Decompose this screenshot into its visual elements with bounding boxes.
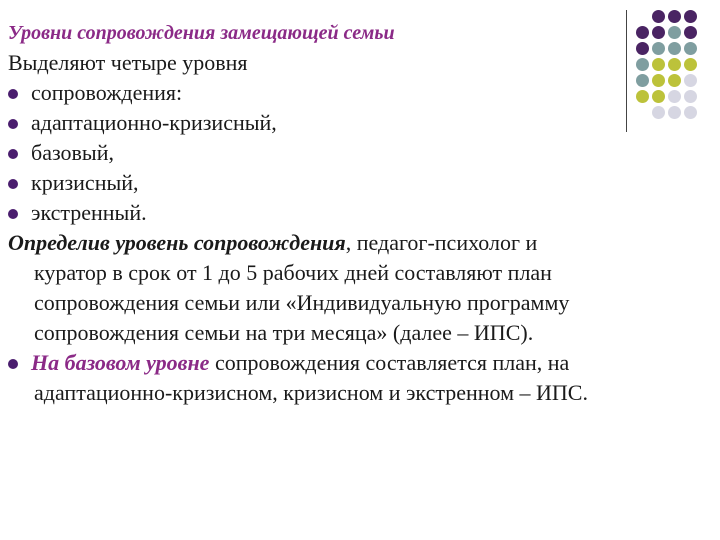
bullet-icon (8, 149, 18, 159)
bullet-icon (8, 119, 18, 129)
paragraph-lead: Определив уровень сопровождения (8, 230, 346, 255)
paragraph-first-line (8, 228, 708, 258)
slide-content (8, 18, 708, 408)
bullet-text: кризисный, (31, 170, 139, 195)
intro-text: Выделяют четыре уровня (8, 50, 248, 75)
bullet-text: сопровождения: (31, 80, 183, 105)
bullet-text: сопровождения составляется план, на (209, 350, 570, 375)
bullet-item (8, 198, 708, 228)
paragraph-line: сопровождения семьи или «Индивидуальную программу (34, 290, 570, 315)
bullet-icon (8, 179, 18, 189)
highlight-lead: На базовом уровне (31, 350, 210, 375)
bullet-text: базовый, (31, 140, 114, 165)
bullet-text: адаптационно-кризисный, (31, 110, 277, 135)
bullet-item (8, 78, 708, 108)
bullet-continuation: адаптационно-кризисном, кризисном и экстренном – ИПС. (34, 380, 588, 405)
paragraph-line: куратор в срок от 1 до 5 рабочих дней составляют план (34, 260, 552, 285)
slide-title: Уровни сопровождения замещающей семьи (8, 22, 395, 44)
bullet-icon (8, 209, 18, 219)
bullet-text: экстренный. (31, 200, 147, 225)
bullet-icon (8, 359, 18, 369)
bullet-item-last (8, 348, 708, 378)
bullet-icon (8, 89, 18, 99)
paragraph-line: сопровождения семьи на три месяца» (далее – ИПС). (34, 320, 534, 345)
bullet-item (8, 168, 708, 198)
bullet-item (8, 138, 708, 168)
bullet-item (8, 108, 708, 138)
paragraph-rest: , педагог-психолог и (345, 230, 538, 255)
